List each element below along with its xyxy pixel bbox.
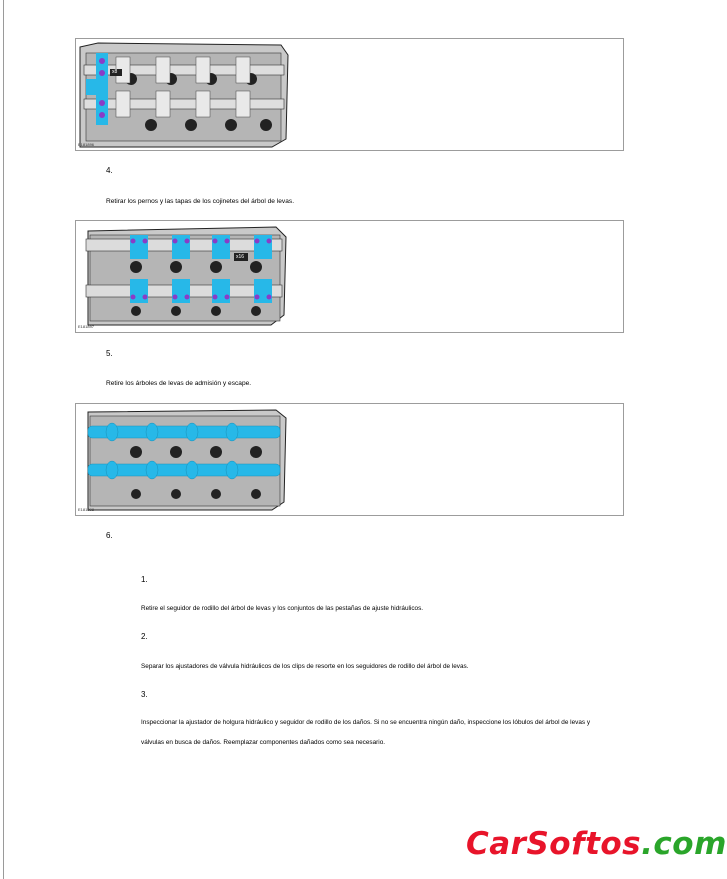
substep-text: Separar los ajustadores de válvula hidráulicos de los clips de resorte en los seguidores de rodillo del árbol de levas. (141, 663, 469, 670)
step-text: Retire los árboles de levas de admisión y escape. (106, 380, 252, 387)
step-number: 5. (106, 349, 113, 358)
figure-id: E181897 (78, 324, 95, 329)
substep-number: 2. (141, 632, 148, 641)
substep-number: 1. (141, 575, 148, 584)
figure-callout-label: x8 (112, 69, 118, 75)
substep-number: 3. (141, 690, 148, 699)
cylinder-head-illustration (76, 404, 623, 515)
cylinder-head-illustration (76, 39, 623, 150)
figure-camshaft-caps-removal (75, 220, 624, 333)
step-text: Retirar los pernos y las tapas de los cojinetes del árbol de levas. (106, 198, 295, 205)
figure-id: E181898 (78, 507, 95, 512)
figure-camshaft-bolts-removal (75, 38, 624, 151)
figure-id: E181896 (78, 142, 95, 147)
substep-text: Retire el seguidor de rodillo del árbol de levas y los conjuntos de las pestañas de ajuste hidráulicos. (141, 605, 424, 612)
step-number: 6. (106, 531, 113, 540)
step-number: 4. (106, 166, 113, 175)
figure-callout-label: x16 (236, 254, 245, 260)
cylinder-head-illustration (76, 221, 623, 332)
figure-camshafts-removal (75, 403, 624, 516)
carsoftos-watermark: CarSoftos.com (466, 826, 727, 862)
substep-text: Inspeccionar la ajustador de holgura hidráulico y seguidor de rodillo de los daños. Si no se encuentra ningún daño, inspeccione los lóbulos del árbol de levas y válvulas en busca de daños. Reemplazar componentes dañados como sea necesario. (141, 719, 591, 746)
page-left-border (3, 0, 4, 879)
